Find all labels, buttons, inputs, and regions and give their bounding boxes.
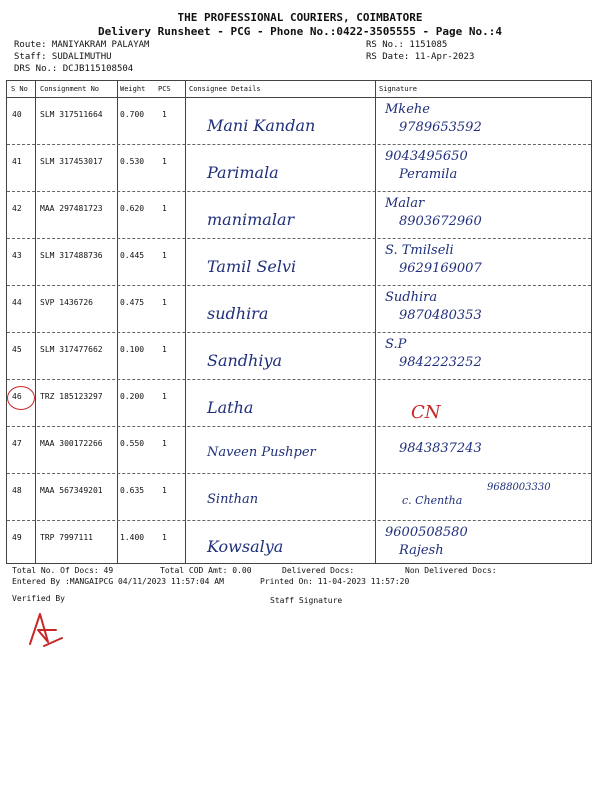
table-row — [7, 145, 591, 192]
rs-date: RS Date: 11-Apr-2023 — [366, 52, 475, 62]
drs-number: DRS No.: DCJB115108504 — [14, 64, 134, 74]
row-weight: 0.635 — [120, 486, 145, 495]
row-weight: 0.200 — [120, 392, 145, 401]
consignee-handwriting: Parimala — [207, 163, 279, 182]
col-sno: S No — [11, 85, 28, 93]
table-row — [7, 380, 591, 427]
row-pcs: 1 — [162, 533, 167, 542]
row-pcs: 1 — [162, 345, 167, 354]
col-weight: Weight — [120, 85, 146, 93]
row-pcs: 1 — [162, 204, 167, 213]
table-row — [7, 98, 591, 145]
row-weight: 0.445 — [120, 251, 145, 260]
signature-mark: Mkehe — [385, 102, 430, 117]
row-sno: 49 — [12, 533, 22, 542]
signature-phone: 9688003330 — [487, 482, 551, 493]
row-consignment: TRZ 185123297 — [40, 392, 103, 401]
company-title: THE PROFESSIONAL COURIERS, COIMBATORE — [177, 11, 423, 24]
table-row — [7, 286, 591, 333]
row-sno: 45 — [12, 345, 22, 354]
col-consignment: Consignment No — [40, 85, 100, 93]
table-row — [7, 239, 591, 286]
row-consignment: SLM 317488736 — [40, 251, 103, 260]
signature-mark: Malar — [385, 196, 425, 211]
signature-phone: Peramila — [399, 167, 458, 182]
consignee-handwriting: Latha — [207, 398, 254, 417]
row-consignment: MAA 297481723 — [40, 204, 103, 213]
route-label: Route: MANIYAKRAM PALAYAM — [14, 40, 150, 50]
signature-mark: 9600508580 — [385, 525, 468, 540]
consignee-handwriting: Mani Kandan — [207, 116, 316, 135]
row-pcs: 1 — [162, 392, 167, 401]
row-sno: 43 — [12, 251, 22, 260]
row-sno: 46 — [12, 392, 22, 401]
printed-on: Printed On: 11-04-2023 11:57:20 — [260, 577, 410, 586]
table-row — [7, 192, 591, 239]
row-consignment: MAA 300172266 — [40, 439, 103, 448]
row-pcs: 1 — [162, 110, 167, 119]
row-sno: 40 — [12, 110, 22, 119]
consignee-handwriting: manimalar — [207, 210, 295, 229]
signature-mark: 9043495650 — [385, 149, 468, 164]
signature-phone: 9870480353 — [399, 308, 482, 323]
staff-signature-label: Staff Signature — [270, 596, 343, 605]
total-docs: Total No. Of Docs: 49 — [12, 566, 114, 575]
non-delivered-docs: Non Delivered Docs: — [405, 566, 497, 575]
signature-phone: 9629169007 — [399, 261, 482, 276]
row-weight: 0.550 — [120, 439, 145, 448]
row-consignment: SVP 1436726 — [40, 298, 93, 307]
row-weight: 0.620 — [120, 204, 145, 213]
consignee-handwriting: Kowsalya — [207, 537, 284, 556]
signature-phone: Rajesh — [399, 543, 444, 558]
row-consignment: MAA 567349201 — [40, 486, 103, 495]
row-weight: 0.100 — [120, 345, 145, 354]
table-row — [7, 333, 591, 380]
row-pcs: 1 — [162, 298, 167, 307]
verifier-signature-scribble — [26, 608, 66, 648]
row-pcs: 1 — [162, 486, 167, 495]
signature-mark: S. Tmilseli — [385, 243, 454, 258]
row-sno: 47 — [12, 439, 22, 448]
signature-phone: 9789653592 — [399, 120, 482, 135]
row-sno: 41 — [12, 157, 22, 166]
runsheet-subtitle: Delivery Runsheet - PCG - Phone No.:0422-3505555 - Page No.:4 — [98, 25, 502, 38]
table-row — [7, 474, 591, 521]
row-consignment: TRP 7997111 — [40, 533, 93, 542]
row-weight: 0.700 — [120, 110, 145, 119]
table-row — [7, 521, 591, 567]
consignee-handwriting: Sinthan — [207, 492, 259, 507]
table-row — [7, 427, 591, 474]
consignee-handwriting: sudhira — [207, 304, 269, 323]
signature-phone: 9843837243 — [399, 441, 482, 456]
signature-mark: c. Chentha — [402, 494, 463, 507]
row-weight: 0.475 — [120, 298, 145, 307]
table-header — [7, 81, 591, 98]
row-pcs: 1 — [162, 251, 167, 260]
staff-label: Staff: SUDALIMUTHU — [14, 52, 112, 62]
total-cod: Total COD Amt: 0.00 — [160, 566, 252, 575]
col-pcs: PCS — [158, 85, 171, 93]
entered-by: Entered By :MANGAIPCG 04/11/2023 11:57:04 AM — [12, 577, 224, 586]
row-consignment: SLM 317477662 — [40, 345, 103, 354]
signature-phone: 8903672960 — [399, 214, 482, 229]
row-weight: 1.400 — [120, 533, 145, 542]
col-signature: Signature — [379, 85, 417, 93]
row-sno: 44 — [12, 298, 22, 307]
signature-mark: Sudhira — [385, 290, 438, 305]
row-pcs: 1 — [162, 439, 167, 448]
rs-number: RS No.: 1151085 — [366, 40, 448, 50]
signature-mark: S.P — [385, 337, 407, 352]
row-consignment: SLM 317511664 — [40, 110, 103, 119]
row-consignment: SLM 317453017 — [40, 157, 103, 166]
row-sno: 48 — [12, 486, 22, 495]
consignee-handwriting: Sandhiya — [207, 351, 283, 370]
consignee-handwriting: Tamil Selvi — [207, 257, 297, 276]
delivery-table — [6, 80, 592, 564]
row-weight: 0.530 — [120, 157, 145, 166]
row-sno: 42 — [12, 204, 22, 213]
delivered-docs: Delivered Docs: — [282, 566, 355, 575]
signature-phone: CN — [411, 402, 441, 423]
consignee-handwriting: Naveen Pushper — [207, 445, 316, 460]
verified-by-label: Verified By — [12, 594, 65, 603]
col-consignee: Consignee Details — [189, 85, 261, 93]
row-pcs: 1 — [162, 157, 167, 166]
signature-phone: 9842223252 — [399, 355, 482, 370]
